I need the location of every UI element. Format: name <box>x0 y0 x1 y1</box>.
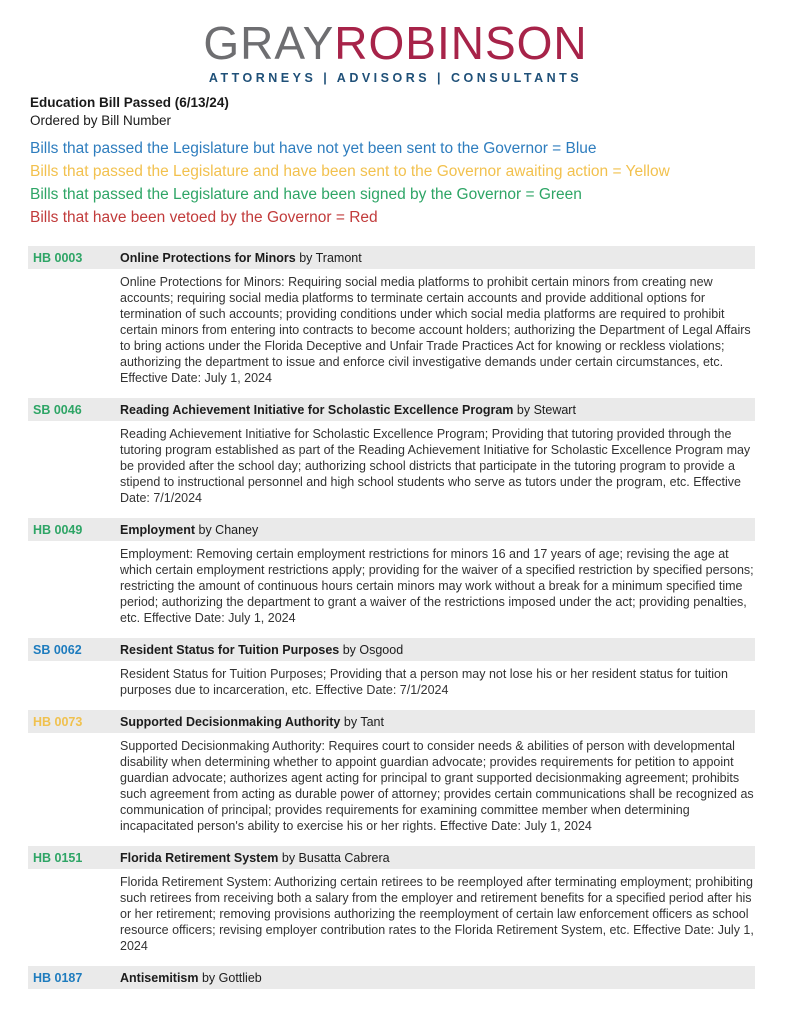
bill-number: HB 0187 <box>33 970 83 985</box>
bill-title-line <box>120 403 576 417</box>
bill-title-line <box>120 523 258 537</box>
bill-entry <box>28 518 755 626</box>
logo-wordmark <box>0 17 791 69</box>
bill-description: Reading Achievement Initiative for Scholastic Excellence Program; Providing that tutoring provided through the tutoring program established as part of the Reading Achievement Initiative for Scholastic Excellence Program may be provided after the school day; authorizing school districts that participate in the tutoring program to provide a stipend to instructional personnel and high school students who serve as tutors under the program, etc. Effective Date: 7/1/2024 <box>120 427 751 505</box>
bill-header-row <box>28 846 755 869</box>
logo-tagline: ATTORNEYS | ADVISORS | CONSULTANTS <box>208 71 583 85</box>
bill-number: SB 0062 <box>33 642 82 657</box>
bill-sponsor: by Stewart <box>513 402 576 417</box>
bill-sponsor: by Osgood <box>339 642 404 657</box>
bill-sponsor: by Tant <box>340 714 384 729</box>
logo-robinson-text: ROBINSON <box>334 17 588 69</box>
bill-sponsor: by Chaney <box>195 522 259 537</box>
bill-sponsor: by Busatta Cabrera <box>278 850 390 865</box>
legend-item-yellow: Bills that passed the Legislature and have been sent to the Governor awaiting action = Yellow <box>30 163 670 180</box>
report-order-note: Ordered by Bill Number <box>30 113 172 128</box>
bill-title: Online Protections for Minors <box>120 250 296 265</box>
bill-title: Resident Status for Tuition Purposes <box>120 642 340 657</box>
bill-number: HB 0003 <box>33 250 83 265</box>
bill-description: Supported Decisionmaking Authority: Requires court to consider needs & abilities of person with developmental disability when determining whether to appoint guardian advocate; provides requirements for petition to appoint guardian advocate; authorizes agent acting for principal to grant supported decisionmaking agreement; prohibits such agreement from acting as durable power of attorney; provides certain communications shall be recognized as communication of principal; provides requirements for examining committee member when determining incapacitated person's ability to exercise his or her rights. Effective Date: July 1, 2024 <box>120 739 754 833</box>
bill-title: Florida Retirement System <box>120 850 279 865</box>
bill-title-line <box>120 971 262 985</box>
bill-title-line <box>120 251 362 265</box>
bill-header-row <box>28 246 755 269</box>
bill-entry <box>28 246 755 386</box>
bill-description: Florida Retirement System: Authorizing certain retirees to be reemployed after terminating employment; prohibiting such retirees from receiving both a salary from the employer and retirement benefits for a specified period after his or her retirement; removing provisions authorizing the reemployment of certain law enforcement officers as school resource officers; revising employer contribution rates to the Florida Retirement System, etc. Effective Date: July 1, 2024 <box>120 875 754 953</box>
bill-title-line <box>120 643 403 657</box>
bill-entry <box>28 398 755 506</box>
bill-title: Reading Achievement Initiative for Scholastic Excellence Program <box>120 402 514 417</box>
bill-entry <box>28 638 755 698</box>
bill-sponsor: by Tramont <box>295 250 362 265</box>
bill-header-row <box>28 518 755 541</box>
bill-description: Resident Status for Tuition Purposes; Providing that a person may not lose his or her resident status for tuition purposes due to incarceration, etc. Effective Date: 7/1/2024 <box>120 667 728 697</box>
report-header <box>30 95 791 128</box>
bill-list <box>0 246 791 989</box>
legend-item-blue: Bills that passed the Legislature but have not yet been sent to the Governor = Blue <box>30 140 597 157</box>
bill-description: Employment: Removing certain employment restrictions for minors 16 and 17 years of age; revising the age at which certain employment restrictions apply; providing for the waiver of a specified restriction by specified persons; restricting the amount of continuous hours certain minors may work without a break for a minimum specified time period; authorizing the department to grant a waiver of the restrictions imposed under the act; providing penalties, etc. Effective Date: July 1, 2024 <box>120 547 754 625</box>
bill-entry <box>28 966 755 989</box>
bill-header-row <box>28 966 755 989</box>
bill-header-row <box>28 710 755 733</box>
bill-header-row <box>28 398 755 421</box>
report-title: Education Bill Passed (6/13/24) <box>30 95 229 110</box>
grayrobinson-logo <box>0 0 791 85</box>
bill-entry <box>28 846 755 954</box>
bill-title: Antisemitism <box>120 970 199 985</box>
bill-title: Supported Decisionmaking Authority <box>120 714 341 729</box>
status-legend <box>30 137 791 229</box>
bill-title: Employment <box>120 522 196 537</box>
bill-description: Online Protections for Minors: Requiring social media platforms to prohibit certain minors from creating new accounts; requiring social media platforms to terminate certain accounts and provide additional options for termination of such accounts; providing conditions under which social media platforms are required to prohibit certain minors from entering into contracts to become account holders; authorizing the Department of Legal Affairs to bring actions under the Florida Deceptive and Unfair Trade Practices Act for knowing or reckless violations; authorizing the department to issue and enforce civil investigative demands under certain circumstances, etc. Effective Date: July 1, 2024 <box>120 275 751 385</box>
bill-number: SB 0046 <box>33 402 82 417</box>
bill-header-row <box>28 638 755 661</box>
bill-entry <box>28 710 755 834</box>
legend-item-green: Bills that passed the Legislature and have been signed by the Governor = Green <box>30 186 582 203</box>
bill-title-line <box>120 851 390 865</box>
logo-gray-text: GRAY <box>203 17 335 69</box>
bill-number: HB 0049 <box>33 522 83 537</box>
bill-title-line <box>120 715 384 729</box>
bill-sponsor: by Gottlieb <box>198 970 262 985</box>
legend-item-red: Bills that have been vetoed by the Governor = Red <box>30 209 378 226</box>
bill-number: HB 0073 <box>33 714 83 729</box>
bill-number: HB 0151 <box>33 850 83 865</box>
